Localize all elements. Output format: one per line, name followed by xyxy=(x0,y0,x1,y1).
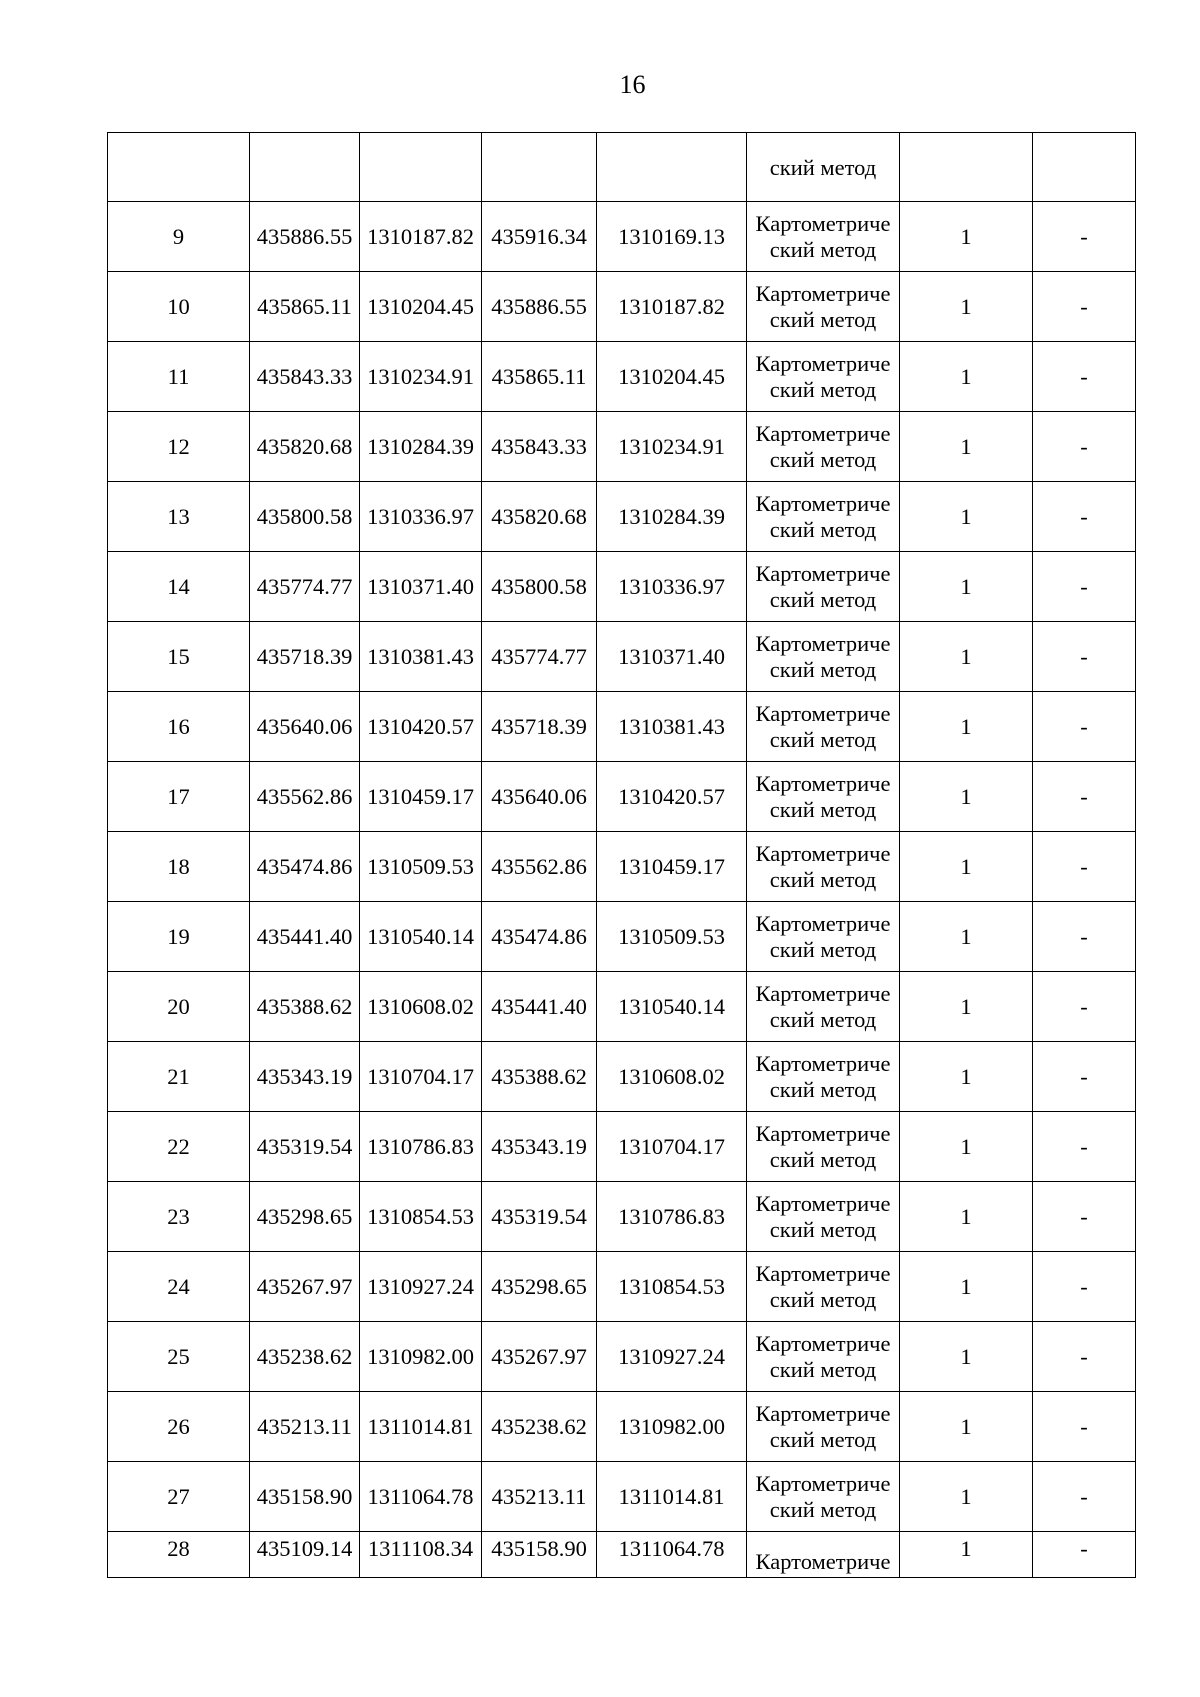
cell-number: 27 xyxy=(108,1462,250,1532)
cell-x1: 435718.39 xyxy=(250,622,360,692)
method-text-line-2: ский метод xyxy=(769,1286,877,1312)
cell-x2: 435820.68 xyxy=(482,482,597,552)
method-text-line-2: ский метод xyxy=(769,1356,877,1382)
cell-number: 16 xyxy=(108,692,250,762)
cell-x2: 435298.65 xyxy=(482,1252,597,1322)
cell-note: - xyxy=(1033,202,1136,272)
table-row xyxy=(108,972,1136,1042)
cell-method xyxy=(747,762,900,832)
cell-x1: 435298.65 xyxy=(250,1182,360,1252)
cell-y1: 1310509.53 xyxy=(360,832,482,902)
cell-note: - xyxy=(1033,552,1136,622)
cell-y1: 1310234.91 xyxy=(360,342,482,412)
table-row xyxy=(108,622,1136,692)
method-text-line-2: ский метод xyxy=(769,516,877,542)
cell-number: 15 xyxy=(108,622,250,692)
method-text-line-2: ский метод xyxy=(769,446,877,472)
cell-y1: 1311108.34 xyxy=(360,1532,482,1578)
table-row xyxy=(108,1182,1136,1252)
cell-number: 26 xyxy=(108,1392,250,1462)
cell-x2: 435158.90 xyxy=(482,1532,597,1578)
cell-note: - xyxy=(1033,832,1136,902)
cell-y1: 1310854.53 xyxy=(360,1182,482,1252)
cell-method xyxy=(747,552,900,622)
cell-y1 xyxy=(360,133,482,202)
cell-y1: 1310187.82 xyxy=(360,202,482,272)
cell-accuracy: 1 xyxy=(900,272,1033,342)
method-text-line-2: ский метод xyxy=(769,866,877,892)
method-text-line-1: Картометриче xyxy=(755,1050,891,1076)
cell-accuracy: 1 xyxy=(900,1532,1033,1578)
cell-y2: 1310608.02 xyxy=(597,1042,747,1112)
cell-x2: 435267.97 xyxy=(482,1322,597,1392)
cell-y2: 1310927.24 xyxy=(597,1322,747,1392)
cell-number xyxy=(108,133,250,202)
cell-number: 22 xyxy=(108,1112,250,1182)
cell-accuracy: 1 xyxy=(900,762,1033,832)
cell-x1: 435800.58 xyxy=(250,482,360,552)
cell-y2: 1310284.39 xyxy=(597,482,747,552)
method-text-line-2: ский метод xyxy=(769,1146,877,1172)
method-text-line-1: Картометриче xyxy=(755,1120,891,1146)
cell-x1: 435388.62 xyxy=(250,972,360,1042)
table-row xyxy=(108,902,1136,972)
table-row xyxy=(108,1252,1136,1322)
cell-y2: 1310204.45 xyxy=(597,342,747,412)
method-text-line-2: ский метод xyxy=(769,376,877,402)
table-row xyxy=(108,552,1136,622)
cell-note: - xyxy=(1033,1112,1136,1182)
cell-method xyxy=(747,1392,900,1462)
cell-x1: 435213.11 xyxy=(250,1392,360,1462)
cell-y1: 1310381.43 xyxy=(360,622,482,692)
cell-x1: 435441.40 xyxy=(250,902,360,972)
cell-x1: 435109.14 xyxy=(250,1532,360,1578)
cell-y1: 1310786.83 xyxy=(360,1112,482,1182)
cell-accuracy: 1 xyxy=(900,1112,1033,1182)
cell-method xyxy=(747,1322,900,1392)
table-row xyxy=(108,1112,1136,1182)
cell-method xyxy=(747,1112,900,1182)
cell-number: 9 xyxy=(108,202,250,272)
method-text-line-2: ский метод xyxy=(769,1216,877,1242)
cell-y1: 1310459.17 xyxy=(360,762,482,832)
cell-method xyxy=(747,342,900,412)
method-text-line-1: Картометриче xyxy=(755,490,891,516)
method-text-line-1: Картометриче xyxy=(755,210,891,236)
cell-y1: 1311014.81 xyxy=(360,1392,482,1462)
method-text-line-1: Картометриче xyxy=(755,1470,891,1496)
cell-x1: 435886.55 xyxy=(250,202,360,272)
method-text-line-2: ский метод xyxy=(769,1076,877,1102)
cell-x1: 435820.68 xyxy=(250,412,360,482)
cell-note: - xyxy=(1033,1462,1136,1532)
table-row xyxy=(108,832,1136,902)
cell-method xyxy=(747,133,900,202)
cell-note: - xyxy=(1033,972,1136,1042)
method-text-line-1: Картометриче xyxy=(755,1400,891,1426)
cell-y1: 1310982.00 xyxy=(360,1322,482,1392)
method-text-line-1: Картометриче xyxy=(755,280,891,306)
cell-x1: 435562.86 xyxy=(250,762,360,832)
cell-accuracy xyxy=(900,133,1033,202)
cell-number: 25 xyxy=(108,1322,250,1392)
cell-y2: 1310540.14 xyxy=(597,972,747,1042)
cell-x2 xyxy=(482,133,597,202)
cell-y2: 1310459.17 xyxy=(597,832,747,902)
cell-x2: 435343.19 xyxy=(482,1112,597,1182)
continuation-row xyxy=(108,133,1136,202)
method-text-line-2: ский метод xyxy=(769,1496,877,1522)
cell-accuracy: 1 xyxy=(900,482,1033,552)
page-number: 16 xyxy=(619,70,646,99)
cell-accuracy: 1 xyxy=(900,1462,1033,1532)
cell-method xyxy=(747,692,900,762)
cell-method xyxy=(747,482,900,552)
cell-y1: 1311064.78 xyxy=(360,1462,482,1532)
table-row xyxy=(108,1042,1136,1112)
cell-y2: 1310234.91 xyxy=(597,412,747,482)
cell-number: 18 xyxy=(108,832,250,902)
cell-accuracy: 1 xyxy=(900,412,1033,482)
cell-x1: 435267.97 xyxy=(250,1252,360,1322)
method-text-line-2: ский метод xyxy=(769,306,877,332)
cell-x1: 435158.90 xyxy=(250,1462,360,1532)
cell-method xyxy=(747,902,900,972)
cell-accuracy: 1 xyxy=(900,692,1033,762)
cell-x2: 435238.62 xyxy=(482,1392,597,1462)
cell-x2: 435843.33 xyxy=(482,412,597,482)
cell-y2: 1310187.82 xyxy=(597,272,747,342)
cell-x2: 435388.62 xyxy=(482,1042,597,1112)
cell-note: - xyxy=(1033,272,1136,342)
method-text-line-2: ский метод xyxy=(769,656,877,682)
method-text-line-1: Картометриче xyxy=(755,560,891,586)
cell-y2: 1310371.40 xyxy=(597,622,747,692)
method-text-line-1: Картометриче xyxy=(755,1190,891,1216)
cell-x1: 435865.11 xyxy=(250,272,360,342)
cell-x1: 435774.77 xyxy=(250,552,360,622)
cell-x1 xyxy=(250,133,360,202)
cell-y2: 1310336.97 xyxy=(597,552,747,622)
cell-y1: 1310371.40 xyxy=(360,552,482,622)
cell-y2: 1310169.13 xyxy=(597,202,747,272)
table-row xyxy=(108,202,1136,272)
cell-number: 14 xyxy=(108,552,250,622)
cell-accuracy: 1 xyxy=(900,622,1033,692)
cell-number: 12 xyxy=(108,412,250,482)
table-row xyxy=(108,412,1136,482)
method-text-line-2: ский метод xyxy=(769,236,877,262)
method-text-line-1: Картометриче xyxy=(755,910,891,936)
cell-method xyxy=(747,1252,900,1322)
cell-accuracy: 1 xyxy=(900,1182,1033,1252)
cell-note: - xyxy=(1033,692,1136,762)
cell-y2 xyxy=(597,133,747,202)
cell-accuracy: 1 xyxy=(900,552,1033,622)
cell-note: - xyxy=(1033,482,1136,552)
method-text: ский метод xyxy=(769,155,877,180)
cell-x1: 435474.86 xyxy=(250,832,360,902)
cell-note: - xyxy=(1033,342,1136,412)
cell-number: 13 xyxy=(108,482,250,552)
cell-y2: 1310854.53 xyxy=(597,1252,747,1322)
cell-note: - xyxy=(1033,622,1136,692)
cell-y1: 1310704.17 xyxy=(360,1042,482,1112)
cell-x2: 435562.86 xyxy=(482,832,597,902)
cell-method xyxy=(747,202,900,272)
cell-y2: 1311014.81 xyxy=(597,1462,747,1532)
cell-method xyxy=(747,272,900,342)
method-text-line-1: Картометриче xyxy=(755,630,891,656)
cell-method xyxy=(747,832,900,902)
method-text-line-2: ский метод xyxy=(769,586,877,612)
method-text-line-1: Картометриче xyxy=(755,840,891,866)
cell-x1: 435343.19 xyxy=(250,1042,360,1112)
method-text-line-1: Картометриче xyxy=(755,1330,891,1356)
cell-accuracy: 1 xyxy=(900,202,1033,272)
method-text-line-2: ский метод xyxy=(769,1426,877,1452)
coordinates-table xyxy=(107,132,1136,1578)
cell-note: - xyxy=(1033,1252,1136,1322)
method-text-line-1: Картометриче xyxy=(755,980,891,1006)
method-text-line-1: Картометриче xyxy=(755,700,891,726)
cell-x1: 435238.62 xyxy=(250,1322,360,1392)
table-row xyxy=(108,1322,1136,1392)
cell-accuracy: 1 xyxy=(900,972,1033,1042)
cell-accuracy: 1 xyxy=(900,1042,1033,1112)
table-row xyxy=(108,692,1136,762)
cell-method xyxy=(747,972,900,1042)
cell-x2: 435865.11 xyxy=(482,342,597,412)
cell-number: 20 xyxy=(108,972,250,1042)
cell-accuracy: 1 xyxy=(900,1322,1033,1392)
method-text-line-2: ский метод xyxy=(769,726,877,752)
cell-x1: 435319.54 xyxy=(250,1112,360,1182)
cell-note: - xyxy=(1033,1182,1136,1252)
cell-x2: 435800.58 xyxy=(482,552,597,622)
cell-y1: 1310608.02 xyxy=(360,972,482,1042)
cell-y1: 1310927.24 xyxy=(360,1252,482,1322)
cell-note: - xyxy=(1033,1532,1136,1578)
cell-note: - xyxy=(1033,1392,1136,1462)
cell-y1: 1310540.14 xyxy=(360,902,482,972)
cell-x2: 435319.54 xyxy=(482,1182,597,1252)
cell-x2: 435774.77 xyxy=(482,622,597,692)
cell-x2: 435640.06 xyxy=(482,762,597,832)
cell-accuracy: 1 xyxy=(900,1252,1033,1322)
cell-note: - xyxy=(1033,1322,1136,1392)
cell-y2: 1310381.43 xyxy=(597,692,747,762)
cell-method: Картометриче xyxy=(747,1532,900,1578)
method-text-line-1: Картометриче xyxy=(755,770,891,796)
cell-method xyxy=(747,1182,900,1252)
cell-y2: 1311064.78 xyxy=(597,1532,747,1578)
cell-y2: 1310982.00 xyxy=(597,1392,747,1462)
cell-x1: 435843.33 xyxy=(250,342,360,412)
table-row xyxy=(108,762,1136,832)
cell-x1: 435640.06 xyxy=(250,692,360,762)
cell-x2: 435718.39 xyxy=(482,692,597,762)
method-text-line-2: ский метод xyxy=(769,796,877,822)
cell-number: 17 xyxy=(108,762,250,832)
cell-number: 11 xyxy=(108,342,250,412)
table-row xyxy=(108,1462,1136,1532)
method-text-line-2: ский метод xyxy=(769,1006,877,1032)
cell-number: 10 xyxy=(108,272,250,342)
cell-method xyxy=(747,412,900,482)
table-row xyxy=(108,1392,1136,1462)
table-row xyxy=(108,342,1136,412)
cell-y1: 1310284.39 xyxy=(360,412,482,482)
cell-x2: 435916.34 xyxy=(482,202,597,272)
cell-method xyxy=(747,622,900,692)
cell-note: - xyxy=(1033,762,1136,832)
table-row xyxy=(108,1532,1136,1578)
cell-number: 28 xyxy=(108,1532,250,1578)
cell-number: 19 xyxy=(108,902,250,972)
cell-number: 23 xyxy=(108,1182,250,1252)
method-text-line-1: Картометриче xyxy=(755,350,891,376)
cell-y1: 1310336.97 xyxy=(360,482,482,552)
cell-y2: 1310786.83 xyxy=(597,1182,747,1252)
cell-accuracy: 1 xyxy=(900,832,1033,902)
cell-y1: 1310420.57 xyxy=(360,692,482,762)
method-text-line-1: Картометриче xyxy=(755,420,891,446)
cell-accuracy: 1 xyxy=(900,342,1033,412)
table-row xyxy=(108,482,1136,552)
cell-method xyxy=(747,1462,900,1532)
cell-y2: 1310420.57 xyxy=(597,762,747,832)
cell-method xyxy=(747,1042,900,1112)
cell-accuracy: 1 xyxy=(900,1392,1033,1462)
cell-note: - xyxy=(1033,412,1136,482)
cell-note: - xyxy=(1033,902,1136,972)
cell-number: 24 xyxy=(108,1252,250,1322)
method-text-line-1: Картометриче xyxy=(755,1260,891,1286)
cell-accuracy: 1 xyxy=(900,902,1033,972)
cell-y2: 1310509.53 xyxy=(597,902,747,972)
cell-note: - xyxy=(1033,1042,1136,1112)
method-text-line-2: ский метод xyxy=(769,936,877,962)
cell-x2: 435886.55 xyxy=(482,272,597,342)
cell-number: 21 xyxy=(108,1042,250,1112)
table-row xyxy=(108,272,1136,342)
cell-x2: 435213.11 xyxy=(482,1462,597,1532)
cell-y1: 1310204.45 xyxy=(360,272,482,342)
cell-x2: 435474.86 xyxy=(482,902,597,972)
cell-y2: 1310704.17 xyxy=(597,1112,747,1182)
cell-x2: 435441.40 xyxy=(482,972,597,1042)
cell-note xyxy=(1033,133,1136,202)
